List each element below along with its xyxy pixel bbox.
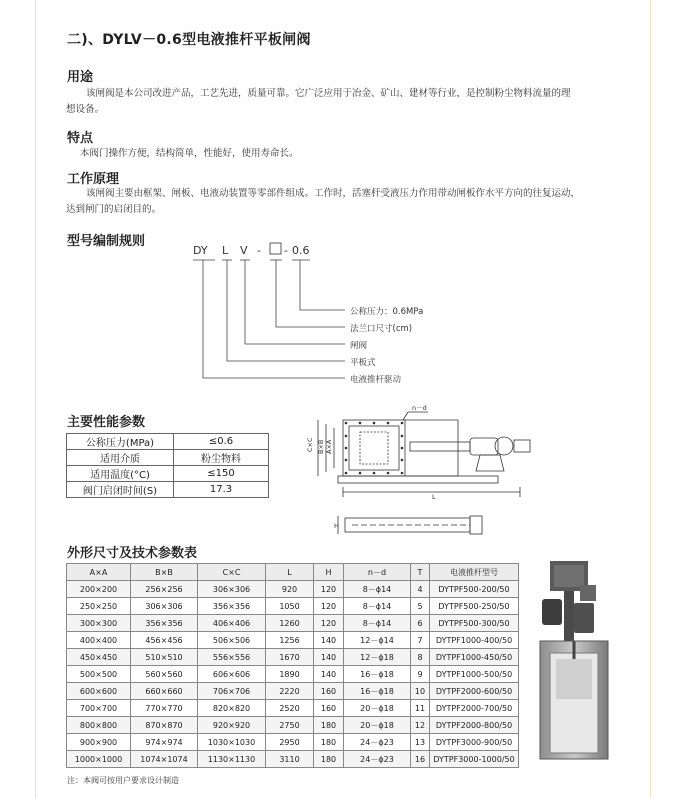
drawing-cxc: C×C <box>306 437 314 452</box>
table-cell: 920×920 <box>198 717 266 734</box>
table-cell: 356×356 <box>198 598 266 615</box>
table-cell: 9 <box>411 666 430 683</box>
table-cell: DYTPF2000-700/50 <box>430 700 519 717</box>
table-cell: 16－ϕ18 <box>344 666 411 683</box>
perf-value: 粉尘物料 <box>174 450 269 466</box>
valve-product-photo <box>536 555 622 765</box>
table-cell: 12 <box>411 717 430 734</box>
table-cell: 10 <box>411 683 430 700</box>
drawing-nd: n－d <box>412 404 427 412</box>
perf-key: 公称压力(MPa) <box>67 434 174 450</box>
table-cell: 120 <box>314 598 344 615</box>
perf-key: 阀门启闭时间(S) <box>67 482 174 498</box>
table-cell: 506×506 <box>198 632 266 649</box>
table-cell: 180 <box>314 717 344 734</box>
label-flange: 法兰口尺寸(cm) <box>350 324 413 334</box>
table-cell: DYTPF500-250/50 <box>430 598 519 615</box>
col-header: L <box>266 564 314 581</box>
table-cell: 920 <box>266 581 314 598</box>
table-cell: 4 <box>411 581 430 598</box>
perf-value: 17.3 <box>174 482 269 498</box>
table-row <box>67 615 519 632</box>
col-header: C×C <box>198 564 266 581</box>
table-cell: 8－ϕ14 <box>344 581 411 598</box>
valve-technical-drawing <box>290 398 560 544</box>
table-cell: 300×300 <box>67 615 131 632</box>
table-row <box>67 632 519 649</box>
table-row <box>67 700 519 717</box>
model-rule-heading: 型号编制规则 <box>67 234 146 249</box>
table-cell: 456×456 <box>131 632 198 649</box>
label-valve: 闸阀 <box>350 341 368 351</box>
table-cell: 180 <box>314 734 344 751</box>
code-pressure: 0.6 <box>292 244 310 257</box>
features-heading: 特点 <box>67 131 94 146</box>
table-row <box>67 581 519 598</box>
principle-text-line2: 达到闸门的启闭目的。 <box>66 204 162 215</box>
table-cell: 3110 <box>266 751 314 768</box>
performance-heading: 主要性能参数 <box>67 415 146 430</box>
table-cell: 900×900 <box>67 734 131 751</box>
page-title: 二)、DYLV－0.6型电液推杆平板闸阀 <box>67 32 311 48</box>
table-cell: 160 <box>314 700 344 717</box>
drawing-l: L <box>432 493 436 501</box>
perf-key: 适用温度(°C) <box>67 466 174 482</box>
table-cell: 256×256 <box>131 581 198 598</box>
table-cell: 660×660 <box>131 683 198 700</box>
table-cell: 2520 <box>266 700 314 717</box>
col-header: H <box>314 564 344 581</box>
table-row <box>67 482 269 498</box>
table-cell: 12－ϕ18 <box>344 649 411 666</box>
code-dash1: - <box>257 244 261 257</box>
table-row <box>67 466 269 482</box>
table-cell: 160 <box>314 683 344 700</box>
table-cell: 1074×1074 <box>131 751 198 768</box>
table-cell: 606×606 <box>198 666 266 683</box>
table-row <box>67 734 519 751</box>
col-header: T <box>411 564 430 581</box>
label-drive: 电液推杆驱动 <box>350 375 402 385</box>
drawing-h: H <box>334 522 339 530</box>
col-header: 电液推杆型号 <box>430 564 519 581</box>
code-dash2: - <box>284 244 288 257</box>
table-cell: 1000×1000 <box>67 751 131 768</box>
spec-table <box>66 563 519 768</box>
table-cell: 2950 <box>266 734 314 751</box>
perf-value: ≤0.6 <box>174 434 269 450</box>
table-cell: 450×450 <box>67 649 131 666</box>
table-cell: DYTPF500-200/50 <box>430 581 519 598</box>
code-size-box <box>270 243 281 254</box>
col-header: B×B <box>131 564 198 581</box>
table-cell: 406×406 <box>198 615 266 632</box>
table-row <box>67 598 519 615</box>
table-cell: DYTPF3000-1000/50 <box>430 751 519 768</box>
table-cell: 24－ϕ23 <box>344 751 411 768</box>
col-header: n－d <box>344 564 411 581</box>
spec-heading: 外形尺寸及技术参数表 <box>67 546 198 561</box>
table-cell: 180 <box>314 751 344 768</box>
table-cell: 974×974 <box>131 734 198 751</box>
table-cell: 306×306 <box>198 581 266 598</box>
table-cell: 800×800 <box>67 717 131 734</box>
table-cell: 1670 <box>266 649 314 666</box>
drawing-bxb: B×B <box>317 439 325 454</box>
table-cell: 1050 <box>266 598 314 615</box>
table-cell: 1130×1130 <box>198 751 266 768</box>
table-cell: 870×870 <box>131 717 198 734</box>
table-row <box>67 717 519 734</box>
table-cell: 356×356 <box>131 615 198 632</box>
table-cell: 200×200 <box>67 581 131 598</box>
table-cell: 560×560 <box>131 666 198 683</box>
table-cell: 250×250 <box>67 598 131 615</box>
table-cell: 2750 <box>266 717 314 734</box>
table-row <box>67 450 269 466</box>
table-row <box>67 649 519 666</box>
table-cell: 510×510 <box>131 649 198 666</box>
label-pressure: 公称压力：0.6MPa <box>350 307 424 317</box>
code-l: L <box>222 244 229 257</box>
table-cell: 8－ϕ14 <box>344 615 411 632</box>
perf-value: ≤150 <box>174 466 269 482</box>
table-cell: 24－ϕ23 <box>344 734 411 751</box>
perf-key: 适用介质 <box>67 450 174 466</box>
table-cell: 706×706 <box>198 683 266 700</box>
table-cell: 5 <box>411 598 430 615</box>
table-cell: 7 <box>411 632 430 649</box>
table-cell: 2220 <box>266 683 314 700</box>
table-cell: 306×306 <box>131 598 198 615</box>
table-row <box>67 683 519 700</box>
usage-heading: 用途 <box>67 70 94 85</box>
table-cell: DYTPF1000-450/50 <box>430 649 519 666</box>
usage-text-line2: 想设备。 <box>66 104 105 115</box>
table-cell: 820×820 <box>198 700 266 717</box>
code-dy: DY <box>193 244 208 257</box>
table-cell: DYTPF2000-800/50 <box>430 717 519 734</box>
table-cell: 400×400 <box>67 632 131 649</box>
performance-table <box>66 433 269 498</box>
table-cell: 8 <box>411 649 430 666</box>
table-row <box>67 751 519 768</box>
code-v: V <box>240 244 248 257</box>
table-cell: 140 <box>314 666 344 683</box>
table-cell: 1890 <box>266 666 314 683</box>
table-row <box>67 666 519 683</box>
table-cell: 1030×1030 <box>198 734 266 751</box>
table-cell: DYTPF500-300/50 <box>430 615 519 632</box>
table-cell: 1256 <box>266 632 314 649</box>
principle-text-line1: 该闸阀主要由框架、闸板、电液动装置等零部件组成。工作时，活塞杆受液压力作用带动闸板作水平方向的往复运动， <box>86 188 581 199</box>
drawing-axa: A×A <box>325 439 333 454</box>
table-cell: 8－ϕ14 <box>344 598 411 615</box>
table-cell: 120 <box>314 615 344 632</box>
table-cell: DYTPF3000-900/50 <box>430 734 519 751</box>
table-cell: 11 <box>411 700 430 717</box>
table-cell: 500×500 <box>67 666 131 683</box>
table-cell: DYTPF1000-500/50 <box>430 666 519 683</box>
features-text: 本阀门操作方便，结构简单，性能好，使用寿命长。 <box>80 148 299 159</box>
table-header-row <box>67 564 519 581</box>
label-flat: 平板式 <box>350 358 376 368</box>
table-cell: 13 <box>411 734 430 751</box>
table-cell: 140 <box>314 649 344 666</box>
table-cell: 16－ϕ18 <box>344 683 411 700</box>
principle-heading: 工作原理 <box>67 172 120 187</box>
table-cell: 770×770 <box>131 700 198 717</box>
table-cell: 700×700 <box>67 700 131 717</box>
col-header: A×A <box>67 564 131 581</box>
table-cell: DYTPF2000-600/50 <box>430 683 519 700</box>
table-cell: 1260 <box>266 615 314 632</box>
table-cell: 140 <box>314 632 344 649</box>
table-cell: 120 <box>314 581 344 598</box>
table-cell: 556×556 <box>198 649 266 666</box>
table-cell: 20－ϕ18 <box>344 700 411 717</box>
table-cell: 20－ϕ18 <box>344 717 411 734</box>
table-cell: DYTPF1000-400/50 <box>430 632 519 649</box>
table-row <box>67 434 269 450</box>
table-cell: 12－ϕ14 <box>344 632 411 649</box>
table-cell: 6 <box>411 615 430 632</box>
table-cell: 600×600 <box>67 683 131 700</box>
usage-text-line1: 该闸阀是本公司改进产品，工艺先进，质量可靠。它广泛应用于冶金、矿山、建材等行业，是控制粉尘物料流量的理 <box>86 88 571 99</box>
table-cell: 16 <box>411 751 430 768</box>
footnote: 注：本阀可按用户要求设计制造 <box>67 776 179 785</box>
